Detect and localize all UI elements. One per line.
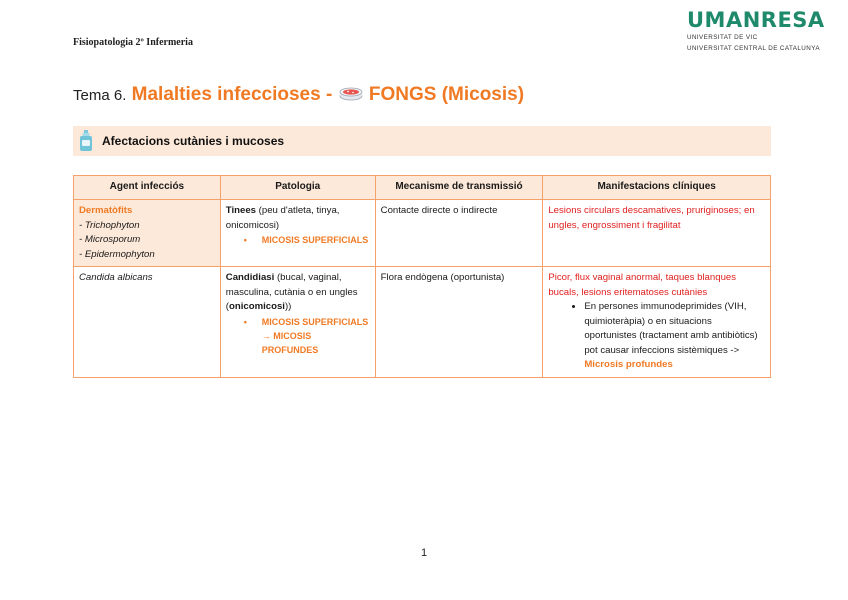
cell-transmissio: Contacte directe o indirecte: [375, 200, 543, 267]
fungi-table: [73, 175, 771, 378]
patologia-desc: [226, 271, 370, 315]
column-header-patologia: Patologia: [220, 176, 375, 200]
manifestacions-text: Picor, flux vaginal anormal, taques blanques bucals, lesions eritematoses cutànies: [548, 272, 737, 298]
cell-agent: [74, 267, 221, 378]
manifestacions-text: Lesions circulars descamatives, pruriginoses; en ungles, engrossiment i fragilitat: [548, 205, 755, 231]
patologia-detail: (peu d'atleta, tinya, onicomicosi): [225, 205, 340, 231]
page-number: 1: [420, 547, 428, 559]
patologia-tag-list: [226, 315, 370, 357]
patologia-subtype: onicomicosi: [228, 301, 285, 312]
title-prefix: Tema 6.: [73, 87, 127, 104]
university-logo: [687, 9, 835, 53]
cell-agent: [74, 200, 221, 267]
section-title: Afectacions cutànies i mucoses: [102, 134, 285, 148]
manifestacions-bullets: [548, 300, 765, 373]
patologia-desc: [226, 204, 370, 233]
cell-patologia: [220, 200, 375, 267]
page-title: [73, 84, 524, 106]
logo-line2: UNIVERSITAT CENTRAL DE CATALUNYA: [687, 45, 820, 52]
patologia-name: Candidiasi: [225, 272, 275, 283]
logo-name: UMANRESA: [687, 8, 825, 32]
patologia-detail-end: )): [284, 301, 292, 312]
agent-item: Candida albicans: [79, 272, 153, 283]
column-header-transmissio: Mecanisme de transmissió: [375, 176, 543, 200]
column-header-manifestacions: Manifestacions clíniques: [543, 176, 771, 200]
agent-item: - Epidermophyton: [79, 248, 155, 260]
cell-patologia: [220, 267, 375, 378]
cell-manifestacions: [543, 200, 771, 267]
agent-item: - Trichophyton: [79, 219, 140, 231]
lotion-bottle-icon: [79, 130, 93, 152]
course-header: Fisiopatologia 2º Infermeria: [73, 37, 193, 48]
petri-dish-icon: [339, 87, 363, 101]
table-row: [74, 200, 771, 267]
logo-line1: UNIVERSITAT DE VIC: [687, 34, 758, 41]
section-header: [73, 126, 771, 156]
bullet-text: En persones immunodeprimides (VIH, quimioteràpia) o en situacions oportunistes (tractament amb antibiòtics) pot causar infeccions sistèmiques ->: [584, 301, 758, 356]
cell-transmissio: Flora endògena (oportunista): [375, 267, 543, 378]
patologia-detail: (bucal, vaginal, masculina, cutània o en ungles (: [225, 272, 358, 312]
cell-manifestacions: [543, 267, 771, 378]
patologia-tag-list: [226, 233, 370, 247]
agent-item: - Microsporum: [79, 234, 141, 245]
title-main: Malalties infeccioses -: [131, 84, 333, 105]
agent-title: Dermatòfits: [79, 205, 133, 216]
patologia-tag: • MICOSIS SUPERFICIALS: [244, 233, 370, 247]
bullet-highlight: Microsis profundes: [584, 359, 673, 370]
title-sub: FONGS (Micosis): [368, 84, 525, 105]
patologia-tag: • MICOSIS SUPERFICIALS → MICOSIS PROFUNDES: [244, 315, 370, 357]
column-header-agent: Agent infecciós: [74, 176, 221, 200]
table-row: [74, 267, 771, 378]
patologia-name: Tinees: [225, 205, 257, 216]
table-header-row: [74, 176, 771, 200]
manifestacions-bullet: [584, 300, 765, 373]
